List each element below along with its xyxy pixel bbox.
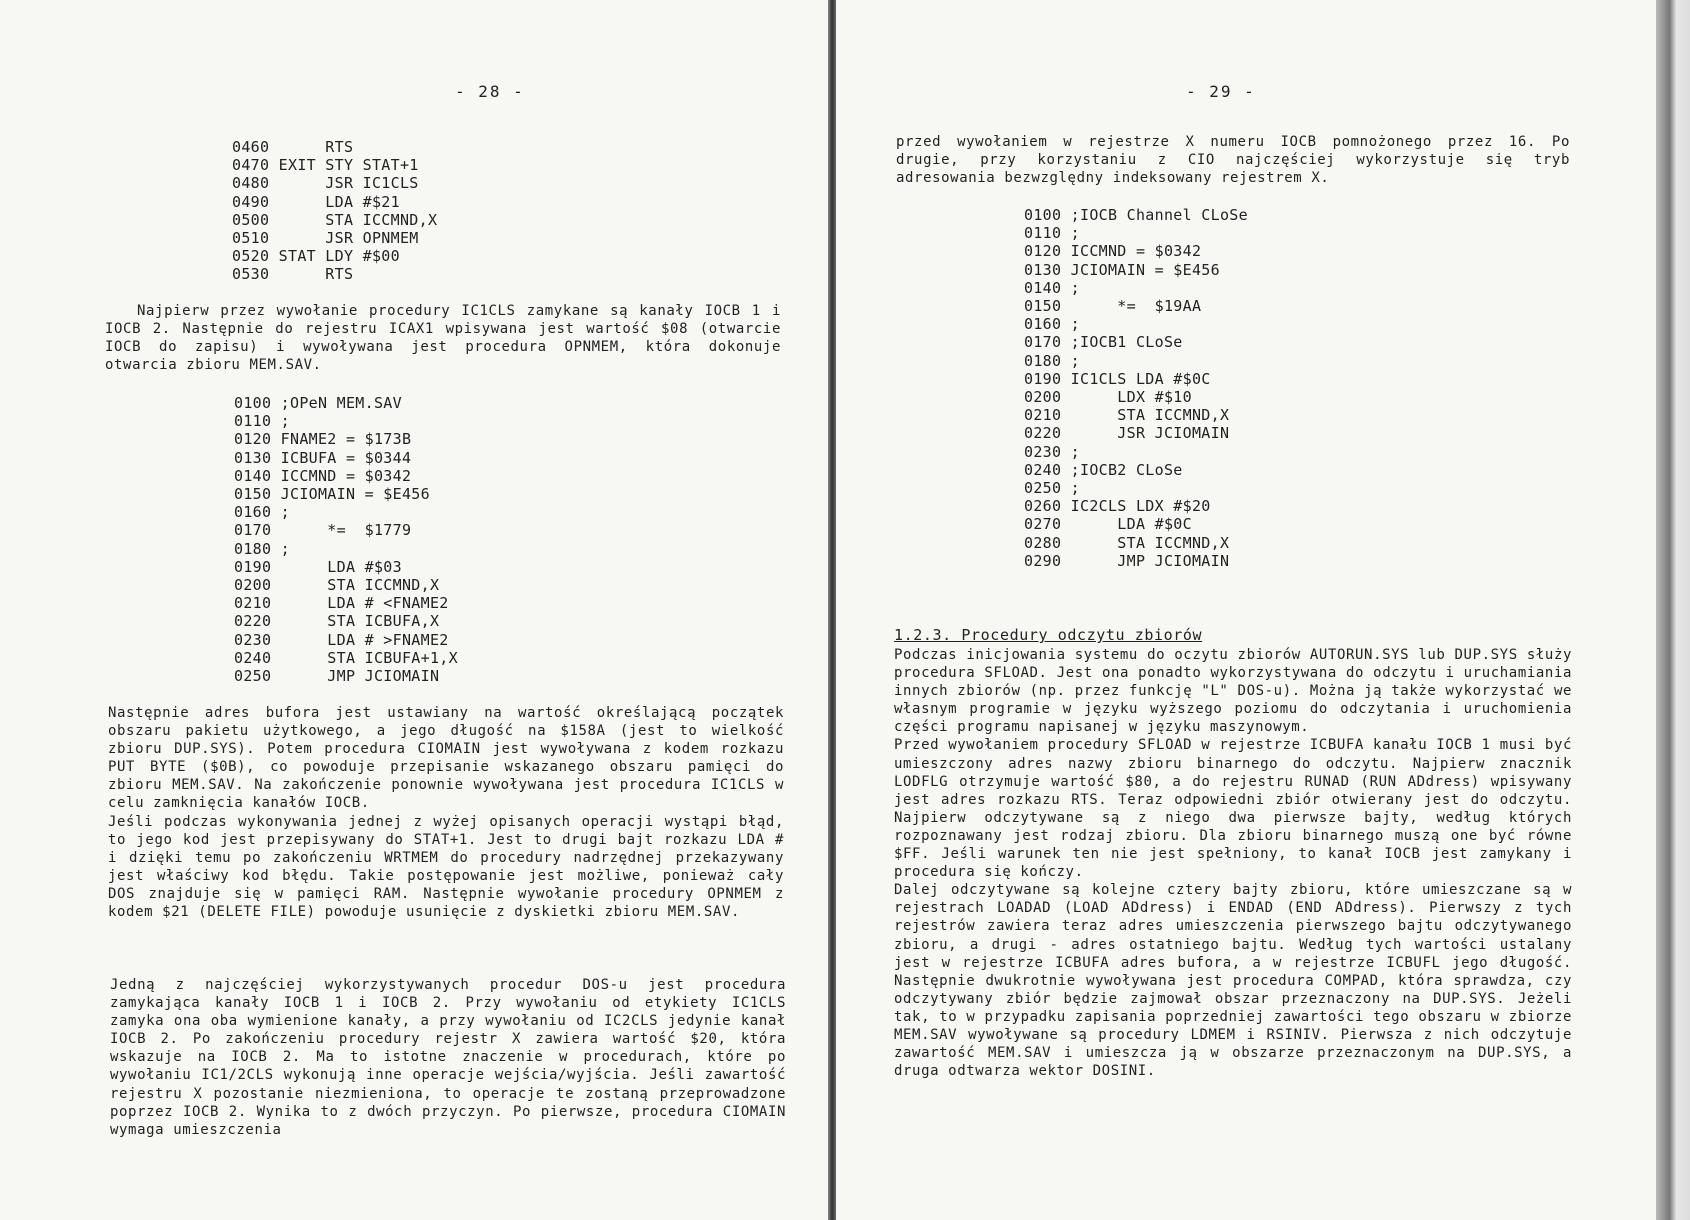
paragraph: Następnie adres bufora jest ustawiany na wartość określającą początek obszaru pakietu użytkowego, a jego długość na $158A (jest to wielkość zbioru DUP.SYS). Potem procedura CIOMAIN jest wywoływana z kodem rozkazu PUT BYTE ($0B), co powoduje przepisanie wskazanego obszaru pamięci do zbioru MEM.SAV. Na zakończenie ponownie wywoływana jest procedura IC1CLS w celu zamknięcia kanałów IOCB. Jeśli podczas wykonywania jednej z wyżej opisanych operacji wystąpi błąd, to jego kod jest przepisywany do STAT+1. Jest to drugi bajt rozkazu LDA # i dzięki temu po zakończeniu WRTMEM do procedury nadrzędnej przekazywany jest właściwy kod błędu. Takie postępowanie jest możliwe, ponieważ cały DOS znajduje się w pamięci RAM. Następnie wywołanie procedury OPNMEM z kodem $21 (DELETE FILE) powoduje usunięcie z dyskietki zbioru MEM.SAV. [108,705,784,921]
code-listing: 0100 ;IOCB Channel CLoSe 0110 ; 0120 ICCMND = $0342 0130 JCIOMAIN = $E456 0140 ; 0150 *= $19AA 0160 ; 0170 ;IOCB1 CLoSe 0180 ; 0190 IC1CLS LDA #$0C 0200 LDX #$10 0210 STA ICCMND,X 0220 JSR JCIOMAIN 0230 ; 0240 ;IOCB2 CLoSe 0250 ; 0260 IC2CLS LDX #$20 0270 LDA #$0C 0280 STA ICCMND,X 0290 JMP JCIOMAIN [1024,206,1248,570]
page-edge [1656,0,1690,1220]
page-number: - 29 - [1186,82,1256,101]
paragraph: Najpierw przez wywołanie procedury IC1CLS zamykane są kanały IOCB 1 i IOCB 2. Następnie do rejestru ICAX1 wpisywana jest wartość $08 (otwarcie IOCB do zapisu) i wywoływana jest procedura OPNMEM, która dokonuje otwarcia zbioru MEM.SAV. [105,303,781,374]
paragraph: Podczas inicjowania systemu do oczytu zbiorów AUTORUN.SYS lub DUP.SYS służy procedura SFLOAD. Jest ona ponadto wykorzystywana do odczytu i uruchamiania innych zbiorów (np. przez funkcję "L" DOS-u). Można ją także wykorzystać we własnym programie w języku wyższego poziomu do odczytania i uruchomienia części programu napisanej w języku maszynowym. Przed wywołaniem procedury SFLOAD w rejestrze ICBUFA kanału IOCB 1 musi być umieszczony adres nazwy zbioru binarnego do odczytu. Najpierw znacznik LODFLG otrzymuje wartość $80, a do rejestru RUNAD (RUN ADdress) wpisywany jest adres rozkazu RTS. Teraz odpowiedni zbiór otwierany jest do odczytu. Najpierw odczytywane są z niego dwa pierwsze bajty, według których rozpoznawany jest rodzaj zbioru. Dla zbioru binarnego muszą one być równe $FF. Jeśli warunek ten nie jest spełniony, to kanał IOCB jest zamykany i procedura się kończy. Dalej odczytywane są kolejne cztery bajty zbioru, które umieszczane są w rejestrach LOADAD (LOAD ADdress) i ENDAD (END ADdress). Pierwszy z tych rejestrów zawiera teraz adres umieszczenia pierwszego bajtu odczytywanego zbioru, a drugi - adres ostatniego bajtu. Według tych wartości ustalany jest w rejestrze ICBUFA adres bufora, a w rejestrze ICBUFL jego długość. Następnie dwukrotnie wywoływana jest procedura COMPAD, która sprawdza, czy odczytywany zbiór będzie zajmował obszar przeznaczony na DUP.SYS. Jeżeli tak, to w przypadku zapisania poprzedniej zawartości tego obszaru w zbiorze MEM.SAV wywoływane są procedury LDMEM i RSINIV. Pierwsza z nich odczytuje zawartość MEM.SAV i umieszcza ją w obszarze przeznaczonym na DUP.SYS, a druga odtwarza wektor DOSINI. [894,647,1572,1080]
code-listing: 0460 RTS 0470 EXIT STY STAT+1 0480 JSR IC1CLS 0490 LDA #$21 0500 STA ICCMND,X 0510 JSR OPNMEM 0520 STAT LDY #$00 0530 RTS [232,138,438,284]
page-number: - 28 - [455,82,525,101]
book-gutter [828,0,836,1220]
left-page [0,0,828,1220]
paragraph: przed wywołaniem w rejestrze X numeru IOCB pomnożonego przez 16. Po drugie, przy korzystaniu z CIO najczęściej wykorzystuje się tryb adresowania bezwzględny indeksowany rejestrem X. [896,134,1570,187]
code-listing: 0100 ;OPeN MEM.SAV 0110 ; 0120 FNAME2 = $173B 0130 ICBUFA = $0344 0140 ICCMND = $0342 0150 JCIOMAIN = $E456 0160 ; 0170 *= $1779 0180 ; 0190 LDA #$03 0200 STA ICCMND,X 0210 LDA # <FNAME2 0220 STA ICBUFA,X 0230 LDA # >FNAME2 0240 STA ICBUFA+1,X 0250 JMP JCIOMAIN [234,394,458,686]
section-heading: 1.2.3. Procedury odczytu zbiorów [894,626,1203,644]
paragraph: Jedną z najczęściej wykorzystywanych procedur DOS-u jest procedura zamykająca kanały IOCB 1 i IOCB 2. Przy wywołaniu od etykiety IC1CLS zamyka ona oba wymienione kanały, a przy wywołaniu od IC2CLS jedynie kanał IOCB 2. Po zakończeniu procedury rejestr X zawiera wartość $20, która wskazuje na IOCB 2. Ma to istotne znaczenie w procedurach, które po wywołaniu IC1/2CLS wykonują inne operacje wejścia/wyjścia. Jeśli zawartość rejestru X pozostanie niezmieniona, to operacje te zostaną przeprowadzone poprzez IOCB 2. Wynika to z dwóch przyczyn. Po pierwsze, procedura CIOMAIN wymaga umieszczenia [110,977,786,1138]
right-page [836,0,1656,1220]
